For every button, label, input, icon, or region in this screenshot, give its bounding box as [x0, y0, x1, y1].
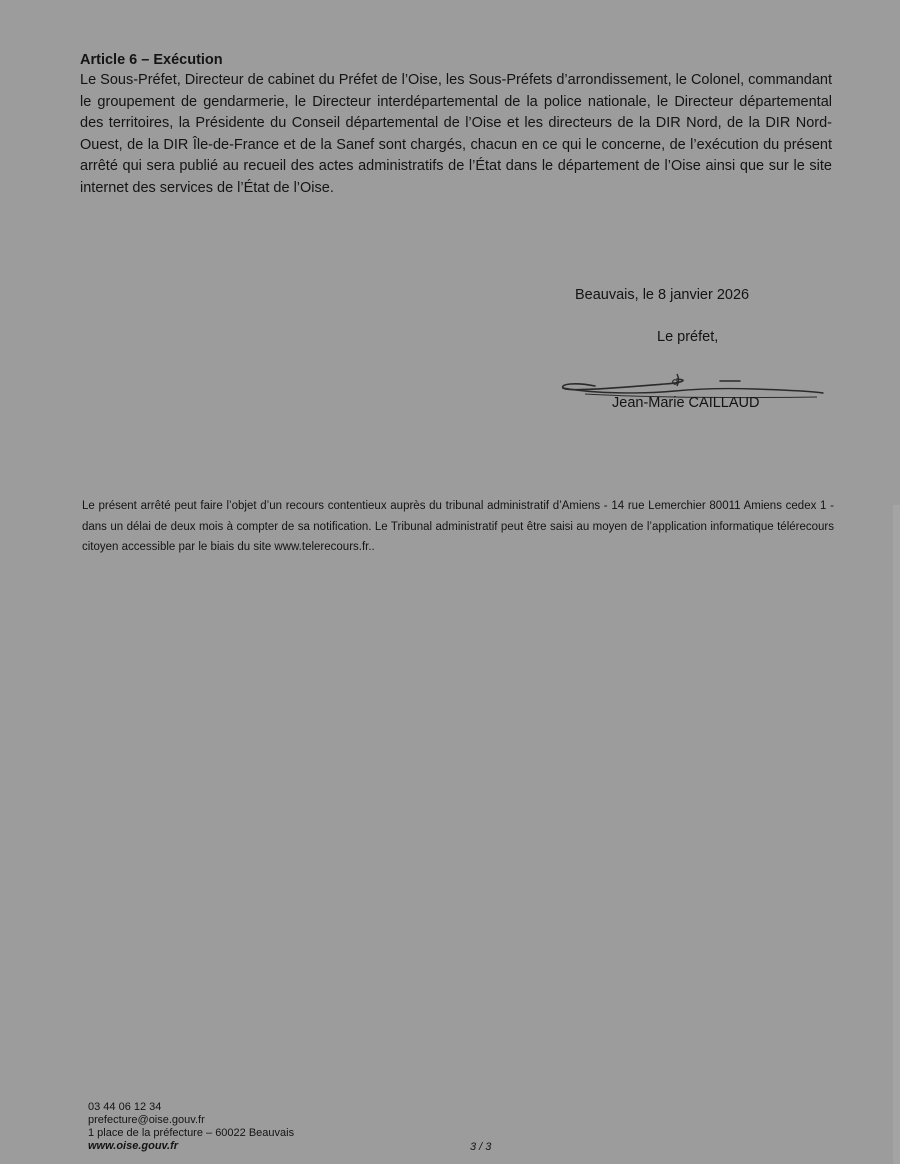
footer-phone: 03 44 06 12 34: [88, 1101, 162, 1113]
article-title: Article 6 – Exécution: [80, 52, 223, 68]
signature-place-date: Beauvais, le 8 janvier 2026: [575, 287, 750, 303]
footer-address: 1 place de la préfecture – 60022 Beauvais: [88, 1127, 295, 1139]
footer-contact: [88, 1101, 294, 1153]
signature-role: Le préfet,: [657, 329, 719, 345]
footer-website: www.oise.gouv.fr: [88, 1140, 179, 1152]
article-body: Le Sous-Préfet, Directeur de cabinet du Préfet de l’Oise, les Sous-Préfets d’arrondissement, le Colonel, commandant le groupement de gendarmerie, le Directeur interdépartemental de la police nationale, le Directeur départemental des territoires, la Présidente du Conseil départemental de l’Oise et les directeurs de la DIR Nord, de la DIR Nord-Ouest, de la DIR Île-de-France et de la Sanef sont chargés, chacun en ce qui le concerne, de l’exécution du présent arrêté qui sera publié au recueil des actes administratifs de l’État dans le département de l’Oise ainsi que sur le site internet des services de l’État de l’Oise.: [80, 72, 832, 196]
scrollbar-track[interactable]: [893, 505, 900, 1164]
page-number: 3 / 3: [470, 1141, 492, 1153]
signatory-name: Jean-Marie CAILLAUD: [612, 395, 760, 411]
footer-email: prefecture@oise.gouv.fr: [88, 1114, 205, 1126]
legal-notice: Le présent arrêté peut faire l’objet d’un recours contentieux auprès du tribunal administratif d’Amiens - 14 rue Lemerchier 80011 Amiens cedex 1 - dans un délai de deux mois à compter de sa notification. Le Tribunal administratif peut être saisi au moyen de l’application informatique télérecours citoyen accessible par le biais du site www.telerecours.fr..: [82, 500, 834, 553]
